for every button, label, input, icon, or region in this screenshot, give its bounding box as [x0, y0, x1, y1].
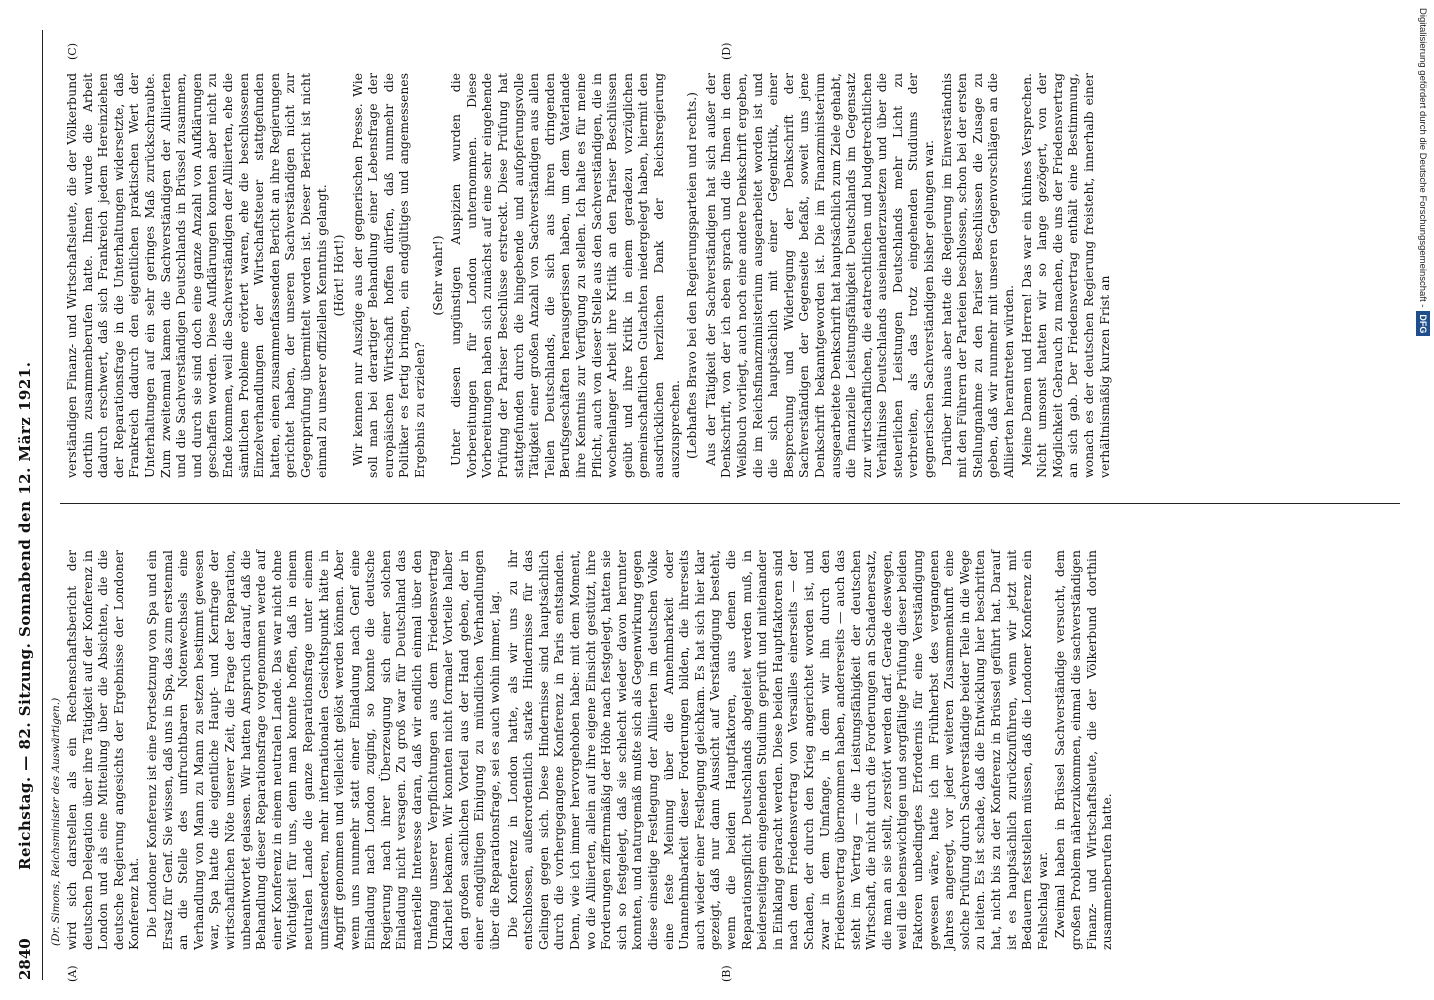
interjection: (Lebhaftes Bravo bei den Regierungsparteien und rechts.): [684, 92, 700, 459]
paragraph: Darüber hinaus aber hatte die Regierung im Einverständnis mit den Führern der Parteien beschlossen, schon bei der ersten Stellungnahme zu den Pariser Beschlüssen die Zusage zu geben, daß wir nunmehr mit unseren Gegenvorschlägen an die Alliierten herantreten würden.: [938, 73, 1017, 478]
margin-marker-d: (D): [720, 42, 733, 60]
paragraph: verständigen Finanz- und Wirtschaftsleute, die der Völkerbund dorthin zusammenberufen hatte. Ihnen wurde die Arbeit dadurch erschwert, daß sich Frankreich jedem Hereinziehen der Reparationsfrage in die Unterhaltungen widersetzte, daß Frankreich dadurch den eigentlichen praktischen Wert der Unterhaltungen auf ein sehr geringes Maß zurückschraubte. Zum zweitenmal kamen die Sachverständigen der Alliierten und die Sachverständigen Deutschlands in Brüssel zusammen, und durch sie sind doch eine ganze Anzahl von Aufklärungen geschaffen worden. Diese Aufklärungen konnten aber nicht zu Ende kommen, weil die Sachverständigen der Alliierten, ehe die sämtlichen Probleme erörtert waren, ehe die beschlossenen Einzelverhandlungen der Wirtschaftsteuer stattgefunden hatten, einen zusammenfassenden Bericht an ihre Regierungen gerichtet haben, der unseren Sachverständigen nicht zur Gegenprüfung übermittelt worden ist. Dieser Bericht ist nicht einmal zu unserer offiziellen Kenntnis gelangt.: [64, 73, 329, 478]
dfg-logo: DFG: [1416, 311, 1430, 336]
paragraph: Aus der Tätigkeit der Sachverständigen hat sich außer der Denkschrift, von der ich eben sprach und die Ihnen in dem Weißbuch vorliegt, auch noch eine andere Denkschrift ergeben, die im Reichsfinanzministerium ausgearbeitet worden ist und die sich hauptsächlich mit einer Gegenkritik, einer Besprechung und Widerlegung der Denkschrift der Sachverständigen der Gegenseite befaßt, soweit uns jene Denkschrift bekanntgeworden ist. Die im Finanzministerium ausgearbeitete Denkschrift hat hauptsächlich zum Ziele gehabt, die finanzielle Leistungsfähigkeit Deutschlands im Gegensatz zur wirtschaftlichen, die etatrechtlichen und budgetrechtlichen Verhältnisse Deutschlands auseinanderzusetzen und über die steuerlichen Leistungen Deutschlands mehr Licht zu verbreiten, als das trotz eingehenden Studiums der gegnerischen Sachverständigen bisher gelungen war.: [702, 73, 937, 478]
paragraph: Die Londoner Konferenz ist eine Fortsetzung von Spa und ein Ersatz für Genf. Sie wissen, daß uns in Spa, das zum erstenmal an die Stelle des unfruchtbaren Notenwechsels eine Verhandlung von Mann zu Mann zu setzen bestimmt gewesen war, Spa hatte die eigentliche Haupt- und Kernfrage der wirtschaftlichen Nöte unserer Zeit, die Frage der Reparation, unbeantwortet gelassen. Wir hatten Anspruch darauf, daß die Behandlung dieser Reparationsfrage vorgenommen werde auf einer Konferenz in einem neutralen Lande. Das war nicht ohne Wichtigkeit für uns, denn man konnte hoffen, daß in einem neutralen Lande die ganze Reparationsfrage unter einem umfassenderen, mehr internationalen Gesichtspunkt hätte in Angriff genommen und vielleicht gelöst werden können. Aber wenn uns nunmehr statt einer Einladung nach Genf eine Einladung nach London zuging, so konnte die deutsche Regierung nach ihrer Überzeugung sich einer solchen Einladung nicht versagen. Zu groß war für Deutschland das materielle Interesse daran, daß wir endlich einmal über den Umfang unserer Verpflichtungen aus dem Friedensvertrag Klarheit bekamen. Wir konnten nicht formaler Vorteile halber den großen sachlichen Vorteil aus der Hand geben, der in einer endgültigen Einigung zu mündlichen Verhandlungen über die Reparationsfrage, sei es auch wohin immer, lag.: [143, 550, 503, 950]
paragraph: Meine Damen und Herren! Das war ein kühnes Versprechen. Nicht umsonst hatten wir so lange gezögert, von der Möglichkeit Gebrauch zu machen, die uns der Friedensvertrag an sich gab. Der Friedensvertrag enthält eine Bestimmung, wonach es der deutschen Regierung freisteht, innerhalb einer verhältnismäßig kurzen Frist an: [1018, 73, 1112, 478]
funding-note: Digitalisierung gefördert durch die Deutsche Forschungsgemeinschaft -: [1417, 8, 1428, 308]
margin-marker-a: (A): [66, 965, 79, 982]
paragraph: wird sich darstellen als ein Rechenschaftsbericht der deutschen Delegation über ihre Tätigkeit auf der Konferenz in London und als eine Mitteilung über die Absichten, die die deutsche Regierung angesichts der Ergebnisse der Londoner Konferenz hat.: [64, 550, 142, 950]
page-header: [16, 30, 38, 980]
interjection: (Sehr wahr!): [429, 235, 445, 316]
paragraph: Unter diesen ungünstigen Auspizien wurden die Vorbereitungen für London unternommen. Diese Vorbereitungen haben sich zunächst auf eine sehr eingehende Prüfung der Pariser Beschlüsse erstreckt. Diese Prüfung hat stattgefunden durch die hingebende und aufopferungsvolle Tätigkeit einer großen Anzahl von Sachverständigen aus allen Teilen Deutschlands, die sich aus ihren dringenden Berufsgeschäften herausgerissen haben, um dem Vaterlande ihre Kenntnis zur Verfügung zu stellen. Ich halte es für meine Pflicht, auch von dieser Stelle aus den Sachverständigen, die in wochenlanger Arbeit ihre Kritik an den Pariser Beschlüssen geübt und ihre Kritik in einem geradezu vorzüglichen gemeinschaftlichen Gutachten niedergelegt haben, hiermit den ausdrücklichen herzlichen Dank der Reichsregierung auszusprechen.: [448, 73, 682, 478]
paragraph: Wir kennen nur Auszüge aus der gegnerischen Presse. Wie soll man bei derartiger Behandlung einer Lebensfrage der europäischen Wirtschaft hoffen dürfen, daß nunmehr die Politiker es fertig bringen, ein endgültiges und angemessenes Ergebnis zu erzielen?: [349, 73, 428, 478]
header-rule: [42, 30, 43, 980]
side-caption: [1416, 8, 1430, 968]
left-column: [64, 550, 1117, 950]
column-divider: [60, 503, 1400, 504]
right-column: [64, 73, 1114, 478]
speaker-note: (Dr. Simons, Reichsminister des Auswärtigen.): [50, 697, 62, 946]
paragraph: Zweimal haben in Brüssel Sachverständige versucht, dem großen Problem näherzukommen, einmal die sachverständigen Finanz- und Wirtschaftsleute, die der Völkerbund dorthin zusammenberufen hatte.: [1052, 550, 1115, 950]
margin-marker-b: (B): [720, 965, 733, 982]
page-number: 2840: [16, 938, 34, 980]
paragraph: Die Konferenz in London hatte, als wir uns zu ihr entschlossen, außerordentlich starke Hindernisse für das Gelingen gegen sich. Diese Hindernisse sind hauptsächlich durch die vorhergegangene Konferenz in Paris entstanden. Denn, wie ich immer hervorgehoben habe: mit dem Moment, wo die Alliierten, allein auf ihre eigene Einsicht gestützt, ihre Forderungen ziffernmäßig der Höhe nach festgelegt, hatten sie sich so festgelegt, daß sie schlecht wieder davon herunter konnten, und naturgemäß mußte sich als Gegenwirkung gegen diese einseitige Festlegung der Alliierten im deutschen Volke eine feste Meinung über die Annehmbarkeit oder Unannehmbarkeit dieser Forderungen bilden, die ihrerseits auch wieder einer Festlegung gleichkam. Es hat sich hier klar gezeigt, daß nur dann Aussicht auf Verständigung besteht, wenn die beiden Hauptfaktoren, aus denen die Reparationspflicht Deutschlands abgeleitet werden muß, in beiderseitigem eingehenden Studium geprüft und miteinander in Einklang gebracht werden. Diese beiden Hauptfaktoren sind nach dem Friedensvertrag von Versailles einerseits — der Schaden, der durch den Krieg angerichtet worden ist, und zwar in dem Umfange, in dem wir ihn durch den Friedensvertrag übernommen haben, andererseits — auch das steht im Vertrag — die Leistungsfähigkeit der deutschen Wirtschaft, die nicht durch die Forderungen an Schadenersatz, die man an sie stellt, zerstört werden darf. Gerade deswegen, weil die lebenswichtigen und sorgfältige Prüfung dieser beiden Faktoren unbedingtes Erfordernis für eine Verständigung gewesen wäre, hatte ich im Frühherbst des vergangenen Jahres angeregt, vor jeder weiteren Zusammenkunft eine solche Prüfung durch Sachverständige beider Teile in die Wege zu leiten. Es ist schade, daß die Entwicklung hier beschritten hat, nicht bis zu der Konferenz in Brüssel geführt hat. Darauf ist es hauptsächlich zurückzuführen, wenn wir jetzt mit Bedauern feststellen müssen, daß die Londoner Konferenz ein Fehlschlag war.: [504, 550, 1050, 950]
margin-marker-c: (C): [66, 43, 79, 60]
running-head: Reichstag. — 82. Sitzung. Sonnabend den 12. März 1921.: [16, 361, 34, 870]
interjection: (Hört! Hört!): [331, 234, 347, 317]
